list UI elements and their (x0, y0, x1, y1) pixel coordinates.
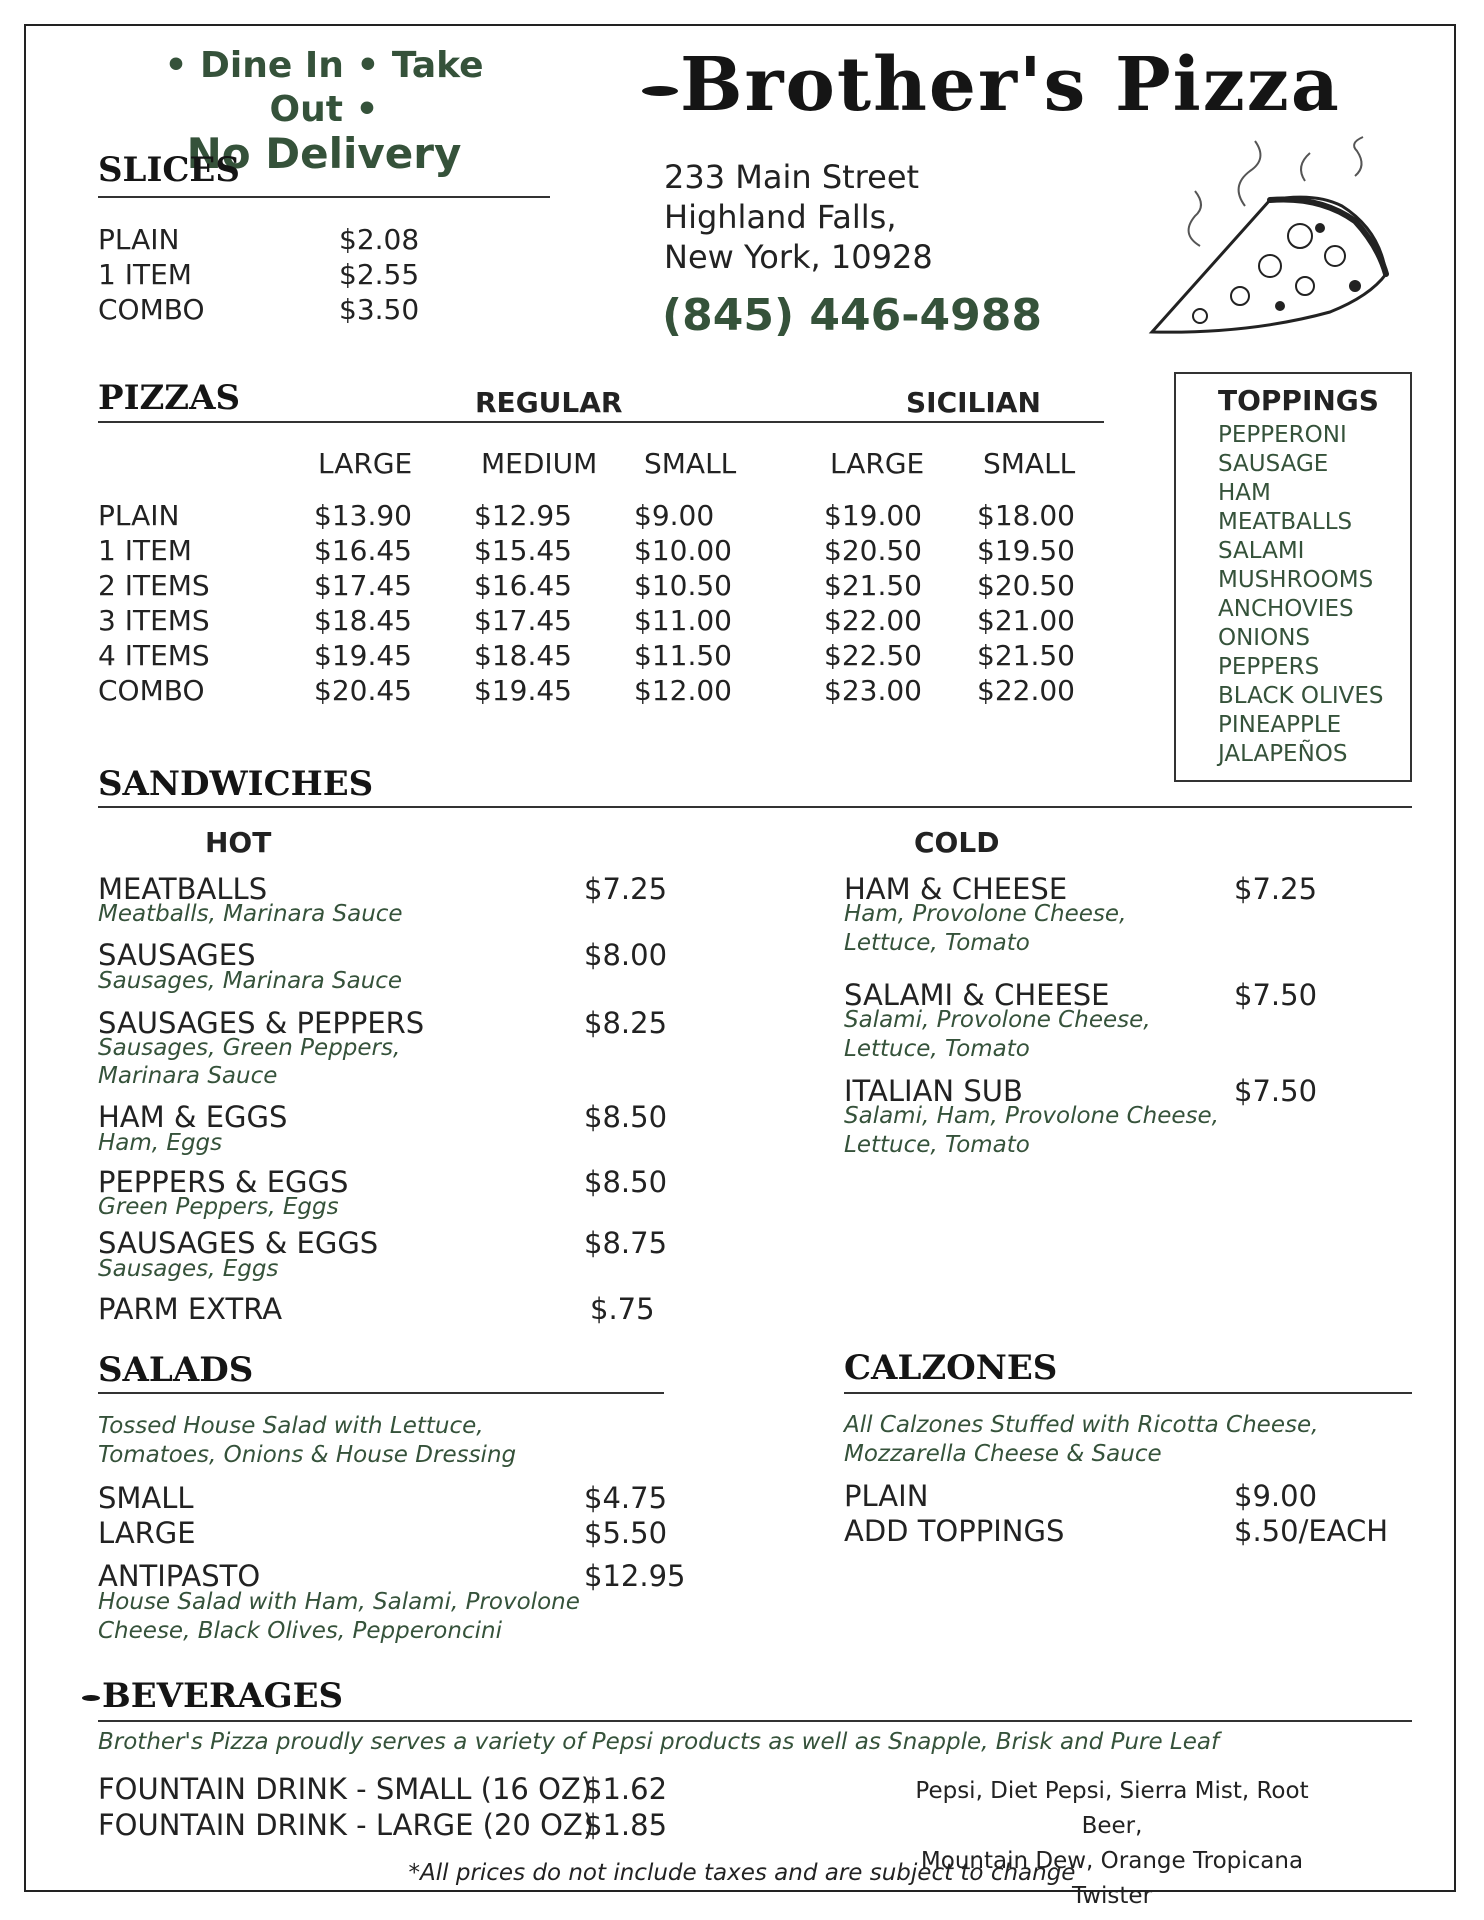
topping-item: PEPPERS (1218, 654, 1320, 680)
sandwich-desc: Ham, Eggs (98, 1130, 223, 1156)
table-row (98, 638, 1075, 673)
pizza-price: $21.00 (977, 604, 1075, 637)
sandwich-price: $8.25 (584, 1006, 668, 1040)
pizza-price: $22.50 (824, 639, 922, 672)
slice-row (98, 222, 419, 257)
toppings-heading: TOPPINGS (1218, 384, 1379, 417)
pizza-row-name: PLAIN (98, 499, 180, 532)
sandwich-desc: Lettuce, Tomato (844, 1132, 1030, 1158)
col-sicilian-small: SMALL (983, 447, 1076, 480)
pizza-price: $21.50 (977, 639, 1075, 672)
pizza-price: $18.00 (977, 499, 1075, 532)
antipasto-desc: Cheese, Black Olives, Pepperoncini (98, 1618, 502, 1644)
calzone-intro: Mozzarella Cheese & Sauce (844, 1441, 1162, 1467)
sandwich-desc: Sausages, Green Peppers, (98, 1035, 401, 1061)
soda-list (882, 1774, 1342, 1914)
calzones-heading: CALZONES (844, 1348, 1058, 1388)
sandwich-price: $7.50 (1234, 1074, 1318, 1108)
hot-label: HOT (205, 826, 272, 859)
slice-price: $2.08 (339, 223, 420, 256)
topping-item: HAM (1218, 480, 1271, 506)
calzones-divider (844, 1392, 1412, 1394)
col-regular-medium: MEDIUM (481, 447, 598, 480)
salads-heading: SALADS (98, 1350, 254, 1390)
antipasto-price: $12.95 (584, 1559, 686, 1593)
logo-swash (642, 86, 678, 96)
table-row (98, 498, 1075, 533)
sandwich-price: $7.25 (1234, 872, 1318, 906)
sandwiches-heading: SANDWICHES (98, 764, 374, 804)
pizza-price: $16.45 (474, 569, 572, 602)
slice-row (98, 257, 419, 292)
salad-price: $4.75 (584, 1481, 668, 1515)
phone-number: (845) 446-4988 (662, 290, 1042, 341)
service-line-no-delivery: No Delivery (186, 129, 462, 178)
pizza-price: $19.45 (314, 639, 412, 672)
col-regular-small: SMALL (644, 447, 737, 480)
sandwich-name: SAUSAGES (98, 938, 256, 972)
address (664, 157, 933, 277)
table-row (98, 533, 1075, 568)
pizza-slice-icon (1130, 136, 1410, 346)
pizza-price: $12.95 (474, 499, 572, 532)
price-disclaimer: *All prices do not include taxes and are subject to change (408, 1860, 1076, 1886)
drink-name: FOUNTAIN DRINK - LARGE (20 OZ) (98, 1808, 595, 1842)
slice-price: $3.50 (339, 293, 420, 326)
calzone-price: $9.00 (1234, 1479, 1318, 1513)
pizza-price: $12.00 (634, 674, 732, 707)
pizza-price: $9.00 (634, 499, 715, 532)
beverages-heading (82, 1676, 343, 1716)
sandwich-desc: Lettuce, Tomato (844, 930, 1030, 956)
pizza-price: $20.50 (824, 534, 922, 567)
pizza-row-name: COMBO (98, 674, 205, 707)
slices-heading: SLICES (98, 150, 240, 190)
table-row (98, 568, 1075, 603)
pizza-price: $16.45 (314, 534, 412, 567)
topping-item: BLACK OLIVES (1218, 683, 1384, 709)
pizza-price: $11.50 (634, 639, 732, 672)
toppings-box (1174, 372, 1412, 782)
pizza-price: $19.50 (977, 534, 1075, 567)
pizza-price: $21.50 (824, 569, 922, 602)
calzone-name: PLAIN (844, 1479, 929, 1513)
table-row (98, 673, 1075, 708)
sandwich-desc: Meatballs, Marinara Sauce (98, 901, 403, 927)
sandwich-desc: Green Peppers, Eggs (98, 1194, 339, 1220)
regular-label: REGULAR (475, 386, 623, 419)
topping-item: ONIONS (1218, 625, 1310, 651)
sandwich-price: $8.50 (584, 1100, 668, 1134)
sandwich-name: PEPPERS & EGGS (98, 1165, 349, 1199)
antipasto-desc: House Salad with Ham, Salami, Provolone (98, 1589, 580, 1615)
pizza-price-table (98, 498, 1075, 708)
address-state-zip: New York, 10928 (664, 238, 933, 276)
drink-price: $1.85 (584, 1808, 668, 1842)
service-line-dine-take: • Dine In • Take Out • (164, 45, 484, 130)
drink-price: $1.62 (584, 1772, 668, 1806)
pizza-price: $20.45 (314, 674, 412, 707)
table-row (98, 603, 1075, 638)
address-city: Highland Falls, (664, 198, 897, 236)
heading-swash (82, 1695, 100, 1701)
pizza-price: $11.00 (634, 604, 732, 637)
slices-divider (98, 196, 550, 198)
beverages-intro: Brother's Pizza proudly serves a variety of Pepsi products as well as Snapple, Brisk and Pure Leaf (98, 1729, 1220, 1755)
pizza-price: $17.45 (314, 569, 412, 602)
pizza-price: $17.45 (474, 604, 572, 637)
slice-row (98, 292, 419, 327)
pizza-price: $23.00 (824, 674, 922, 707)
sandwich-desc: Salami, Provolone Cheese, (844, 1007, 1151, 1033)
sandwich-name: ITALIAN SUB (844, 1074, 1023, 1108)
topping-item: SAUSAGE (1218, 451, 1329, 477)
sandwich-name: SAUSAGES & PEPPERS (98, 1006, 425, 1040)
address-street: 233 Main Street (664, 158, 920, 196)
pizza-price: $22.00 (824, 604, 922, 637)
topping-item: ANCHOVIES (1218, 596, 1354, 622)
col-regular-large: LARGE (318, 447, 413, 480)
sandwich-name: SAUSAGES & EGGS (98, 1226, 379, 1260)
cold-label: COLD (914, 826, 1000, 859)
brand-logo (642, 42, 1341, 128)
sandwich-price: $7.50 (1234, 978, 1318, 1012)
salads-divider (98, 1392, 664, 1394)
slice-name: 1 ITEM (98, 258, 192, 291)
brand-name: Brother's Pizza (680, 42, 1341, 128)
topping-item: SALAMI (1218, 538, 1305, 564)
sandwich-price: $8.50 (584, 1165, 668, 1199)
sandwich-desc: Ham, Provolone Cheese, (844, 901, 1127, 927)
salad-name: LARGE (98, 1516, 196, 1550)
slice-name: COMBO (98, 293, 205, 326)
sandwich-name: HAM & CHEESE (844, 872, 1068, 906)
sandwich-desc: Lettuce, Tomato (844, 1036, 1030, 1062)
calzone-price: $.50/EACH (1234, 1514, 1389, 1548)
slice-name: PLAIN (98, 223, 180, 256)
pizza-price: $18.45 (314, 604, 412, 637)
sandwich-desc: Salami, Ham, Provolone Cheese, (844, 1103, 1219, 1129)
pizza-price: $13.90 (314, 499, 412, 532)
slices-list (98, 222, 419, 327)
antipasto-name: ANTIPASTO (98, 1559, 261, 1593)
beverages-divider (98, 1720, 1412, 1722)
pizza-price: $19.00 (824, 499, 922, 532)
soda-list-line: Pepsi, Diet Pepsi, Sierra Mist, Root Beer, (915, 1778, 1309, 1839)
sandwich-price: $8.75 (584, 1226, 668, 1260)
parm-extra-price: $.75 (590, 1292, 655, 1326)
sandwich-desc: Marinara Sauce (98, 1063, 278, 1089)
pizza-price: $10.50 (634, 569, 732, 602)
topping-item: MEATBALLS (1218, 509, 1353, 535)
pizza-price: $19.45 (474, 674, 572, 707)
pizza-row-name: 1 ITEM (98, 534, 192, 567)
pizzas-heading: PIZZAS (98, 378, 241, 418)
topping-item: PINEAPPLE (1218, 712, 1342, 738)
pizza-price: $15.45 (474, 534, 572, 567)
topping-item: JALAPEÑOS (1218, 741, 1348, 767)
soda-list-line: Mountain Dew, Orange Tropicana Twister (920, 1848, 1304, 1909)
pizza-price: $22.00 (977, 674, 1075, 707)
sicilian-label: SICILIAN (906, 386, 1041, 419)
drink-name: FOUNTAIN DRINK - SMALL (16 OZ) (98, 1772, 593, 1806)
sandwich-price: $8.00 (584, 938, 668, 972)
pizzas-divider (98, 421, 1104, 423)
pizza-price: $10.00 (634, 534, 732, 567)
salad-intro: Tossed House Salad with Lettuce, (98, 1413, 484, 1439)
sandwich-price: $7.25 (584, 872, 668, 906)
salad-price: $5.50 (584, 1516, 668, 1550)
pizza-row-name: 3 ITEMS (98, 604, 210, 637)
slice-price: $2.55 (339, 258, 420, 291)
beverages-title: BEVERAGES (102, 1676, 344, 1716)
sandwiches-divider (98, 806, 1412, 808)
pizza-row-name: 4 ITEMS (98, 639, 210, 672)
col-sicilian-large: LARGE (830, 447, 925, 480)
sandwich-desc: Sausages, Marinara Sauce (98, 968, 403, 994)
calzone-intro: All Calzones Stuffed with Ricotta Cheese, (844, 1412, 1319, 1438)
sandwich-desc: Sausages, Eggs (98, 1256, 279, 1282)
sandwich-name: SALAMI & CHEESE (844, 978, 1110, 1012)
sandwich-name: HAM & EGGS (98, 1100, 288, 1134)
sandwich-name: MEATBALLS (98, 872, 268, 906)
pizza-price: $20.50 (977, 569, 1075, 602)
topping-item: PEPPERONI (1218, 422, 1347, 448)
salad-intro: Tomatoes, Onions & House Dressing (98, 1442, 517, 1468)
parm-extra-name: PARM EXTRA (98, 1292, 283, 1326)
pizza-row-name: 2 ITEMS (98, 569, 210, 602)
topping-item: MUSHROOMS (1218, 567, 1374, 593)
pizza-price: $18.45 (474, 639, 572, 672)
salad-name: SMALL (98, 1481, 194, 1515)
calzone-name: ADD TOPPINGS (844, 1514, 1065, 1548)
